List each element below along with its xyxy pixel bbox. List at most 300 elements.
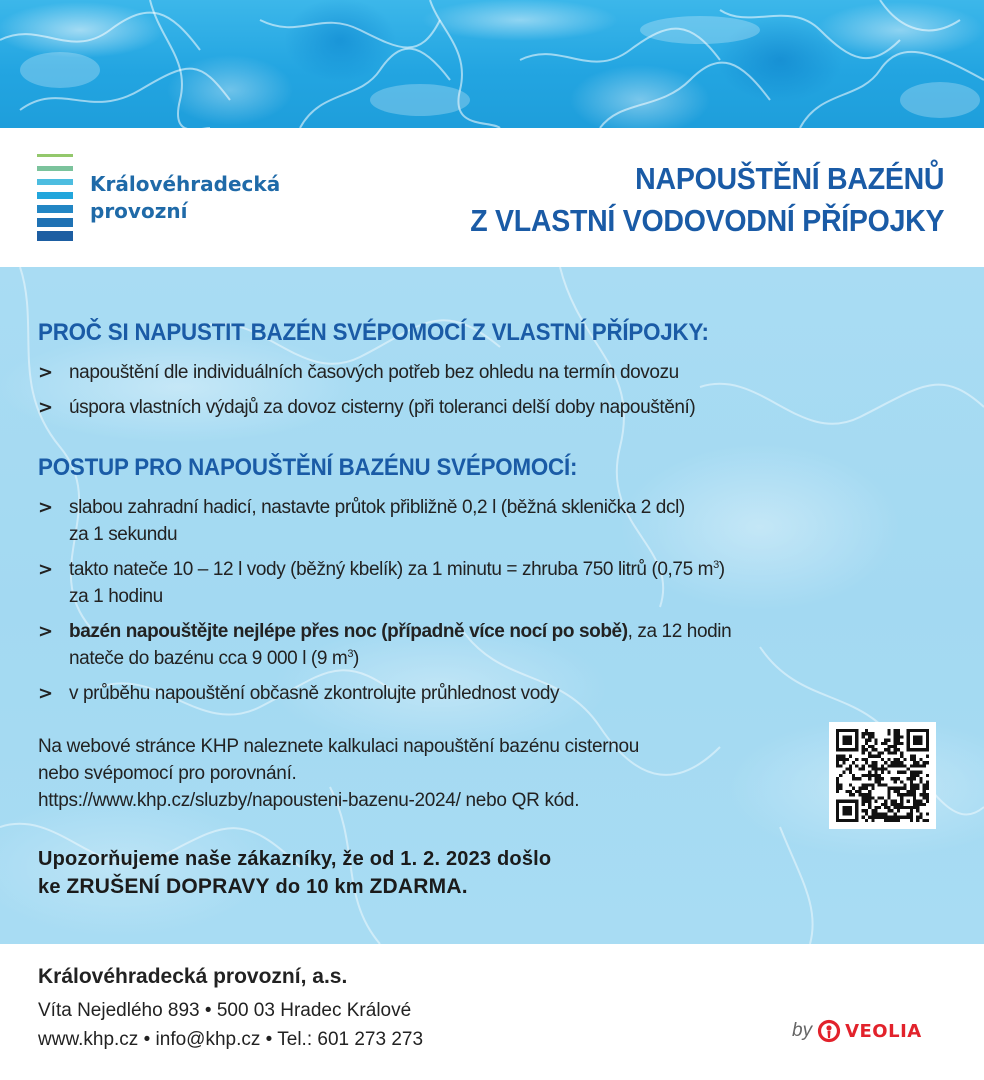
qr-module bbox=[874, 739, 877, 742]
qr-module bbox=[865, 748, 868, 751]
bullet-text-line-2: za 1 sekundu bbox=[69, 524, 178, 545]
qr-module bbox=[910, 816, 913, 819]
qr-module bbox=[923, 764, 926, 767]
qr-module bbox=[862, 793, 865, 796]
title-line-2: Z VLASTNÍ VODOVODNÍ PŘÍPOJKY bbox=[469, 203, 944, 238]
qr-module bbox=[884, 761, 887, 764]
qr-module bbox=[884, 803, 887, 806]
qr-module bbox=[926, 812, 929, 815]
qr-module bbox=[897, 816, 900, 819]
qr-module bbox=[871, 774, 874, 777]
company-logo[interactable] bbox=[37, 154, 337, 244]
qr-module bbox=[907, 777, 910, 780]
qr-module bbox=[894, 735, 897, 738]
qr-module bbox=[865, 793, 868, 796]
qr-module bbox=[878, 780, 881, 783]
qr-module bbox=[878, 774, 881, 777]
qr-module bbox=[894, 816, 897, 819]
page-title bbox=[470, 158, 944, 242]
qr-module bbox=[846, 790, 849, 793]
procedure-list bbox=[38, 494, 731, 715]
qr-module bbox=[916, 784, 919, 787]
qr-module bbox=[868, 806, 871, 809]
qr-module bbox=[871, 787, 874, 790]
qr-module bbox=[842, 758, 845, 761]
qr-module bbox=[923, 784, 926, 787]
qr-module bbox=[865, 739, 868, 742]
veolia-emblem-icon bbox=[817, 1019, 841, 1043]
qr-module bbox=[913, 771, 916, 774]
qr-module bbox=[894, 812, 897, 815]
qr-module bbox=[881, 764, 884, 767]
qr-module bbox=[871, 764, 874, 767]
qr-module bbox=[881, 751, 884, 754]
qr-module bbox=[871, 767, 874, 770]
info-line-1: Na webové stránce KHP naleznete kalkulaci napouštění bazénu cisternou bbox=[38, 736, 640, 757]
qr-module bbox=[916, 764, 919, 767]
bullet-text-close: ) bbox=[353, 648, 359, 669]
qr-module bbox=[858, 787, 861, 790]
calculator-link[interactable]: https://www.khp.cz/sluzby/napousteni-bazenu-2024/ bbox=[38, 790, 461, 811]
qr-module bbox=[871, 796, 874, 799]
bullet-text-line-2: za 1 hodinu bbox=[69, 586, 163, 607]
partner-by-label: by bbox=[792, 1020, 813, 1041]
qr-module bbox=[916, 809, 919, 812]
qr-code[interactable] bbox=[829, 722, 936, 829]
qr-module bbox=[887, 758, 890, 761]
veolia-logo[interactable] bbox=[792, 1016, 922, 1046]
qr-module bbox=[862, 800, 865, 803]
qr-module bbox=[884, 742, 887, 745]
qr-module bbox=[897, 742, 900, 745]
qr-module bbox=[923, 793, 926, 796]
logo-bar bbox=[37, 166, 73, 171]
notice-line-1: Upozorňujeme naše zákazníky, že od 1. 2. 2023 došlo bbox=[38, 848, 552, 870]
qr-module bbox=[862, 816, 865, 819]
qr-module bbox=[919, 777, 922, 780]
qr-module bbox=[894, 732, 897, 735]
qr-module bbox=[862, 796, 865, 799]
qr-module bbox=[878, 751, 881, 754]
qr-module bbox=[865, 761, 868, 764]
qr-module bbox=[897, 819, 900, 822]
qr-module bbox=[849, 771, 852, 774]
qr-module bbox=[849, 793, 852, 796]
superscript: 3 bbox=[713, 559, 719, 571]
qr-module bbox=[894, 806, 897, 809]
qr-module bbox=[897, 809, 900, 812]
water-caustics bbox=[0, 0, 984, 128]
qr-module bbox=[871, 732, 874, 735]
qr-module bbox=[868, 755, 871, 758]
qr-module bbox=[919, 812, 922, 815]
qr-module bbox=[891, 816, 894, 819]
qr-module bbox=[836, 780, 839, 783]
qr-module bbox=[897, 739, 900, 742]
qr-module bbox=[894, 819, 897, 822]
qr-module bbox=[913, 777, 916, 780]
bullet-text: v průběhu napouštění občasně zkontrolujte průhlednost vody bbox=[69, 683, 560, 704]
qr-module bbox=[897, 732, 900, 735]
info-url-suffix: nebo QR kód. bbox=[460, 790, 580, 811]
qr-module bbox=[852, 787, 855, 790]
qr-module bbox=[852, 761, 855, 764]
qr-module bbox=[887, 745, 890, 748]
qr-module bbox=[910, 777, 913, 780]
qr-module bbox=[910, 812, 913, 815]
qr-module bbox=[852, 793, 855, 796]
qr-module bbox=[910, 784, 913, 787]
qr-module bbox=[871, 748, 874, 751]
notice-paragraph bbox=[38, 845, 551, 901]
qr-module bbox=[836, 777, 839, 780]
qr-module bbox=[887, 790, 890, 793]
qr-module bbox=[887, 819, 890, 822]
qr-module bbox=[897, 771, 900, 774]
phone-number: Tel.: 601 273 273 bbox=[277, 1029, 424, 1050]
qr-module bbox=[897, 803, 900, 806]
logo-bar bbox=[37, 218, 73, 227]
qr-module bbox=[903, 816, 906, 819]
qr-module bbox=[919, 803, 922, 806]
qr-module bbox=[907, 812, 910, 815]
qr-module bbox=[894, 748, 897, 751]
qr-module bbox=[891, 764, 894, 767]
section-heading-procedure: POSTUP PRO NAPOUŠTĚNÍ BAZÉNU SVÉPOMOCÍ: bbox=[38, 454, 578, 481]
qr-module bbox=[919, 764, 922, 767]
qr-module bbox=[894, 800, 897, 803]
qr-module bbox=[900, 761, 903, 764]
qr-module bbox=[891, 809, 894, 812]
qr-module bbox=[868, 774, 871, 777]
qr-module bbox=[862, 745, 865, 748]
qr-module bbox=[894, 742, 897, 745]
qr-module bbox=[923, 819, 926, 822]
qr-module bbox=[868, 793, 871, 796]
qr-module bbox=[913, 761, 916, 764]
qr-module bbox=[910, 771, 913, 774]
qr-module bbox=[836, 755, 839, 758]
notice-text: ke bbox=[38, 876, 67, 898]
qr-module bbox=[865, 732, 868, 735]
qr-module bbox=[868, 803, 871, 806]
qr-module bbox=[878, 777, 881, 780]
qr-module bbox=[846, 767, 849, 770]
qr-module bbox=[852, 777, 855, 780]
qr-module bbox=[926, 787, 929, 790]
qr-module bbox=[887, 751, 890, 754]
qr-module bbox=[862, 758, 865, 761]
qr-module bbox=[874, 809, 877, 812]
qr-module bbox=[881, 767, 884, 770]
qr-module bbox=[897, 787, 900, 790]
qr-module bbox=[913, 735, 923, 745]
qr-module bbox=[862, 735, 865, 738]
qr-module bbox=[887, 771, 890, 774]
qr-module bbox=[865, 729, 868, 732]
qr-module bbox=[868, 816, 871, 819]
qr-module bbox=[894, 751, 897, 754]
qr-module bbox=[868, 735, 871, 738]
bullet-text-line-1: , za 12 hodin bbox=[627, 621, 732, 642]
qr-module bbox=[913, 784, 916, 787]
qr-module bbox=[862, 751, 865, 754]
qr-module bbox=[842, 735, 852, 745]
qr-module bbox=[891, 745, 894, 748]
qr-module bbox=[913, 787, 916, 790]
qr-module bbox=[903, 764, 906, 767]
logo-bar bbox=[37, 192, 73, 199]
company-name: Královéhradecká provozní, a.s. bbox=[38, 965, 348, 988]
qr-module bbox=[874, 748, 877, 751]
qr-module bbox=[926, 800, 929, 803]
qr-module bbox=[916, 761, 919, 764]
chevron-right-icon: > bbox=[38, 397, 53, 418]
qr-module bbox=[868, 784, 871, 787]
list-item bbox=[38, 618, 731, 672]
qr-module bbox=[919, 800, 922, 803]
qr-module bbox=[874, 764, 877, 767]
qr-module bbox=[916, 803, 919, 806]
qr-module bbox=[862, 764, 865, 767]
qr-module bbox=[868, 771, 871, 774]
qr-module bbox=[836, 761, 839, 764]
qr-module bbox=[839, 774, 842, 777]
info-paragraph bbox=[38, 733, 639, 814]
qr-module bbox=[874, 806, 877, 809]
qr-module bbox=[884, 816, 887, 819]
qr-module bbox=[897, 764, 900, 767]
qr-module bbox=[913, 755, 916, 758]
qr-module bbox=[891, 803, 894, 806]
separator: • bbox=[260, 1029, 278, 1050]
qr-module bbox=[897, 761, 900, 764]
qr-module bbox=[900, 816, 903, 819]
qr-module bbox=[855, 790, 858, 793]
qr-module bbox=[926, 774, 929, 777]
qr-module bbox=[881, 771, 884, 774]
qr-module bbox=[868, 777, 871, 780]
website-link[interactable]: www.khp.cz bbox=[38, 1029, 139, 1050]
qr-module bbox=[887, 806, 890, 809]
qr-module bbox=[894, 777, 897, 780]
qr-module bbox=[926, 780, 929, 783]
qr-module bbox=[897, 793, 900, 796]
partner-name: VEOLIA bbox=[845, 1020, 922, 1042]
content-area bbox=[0, 267, 984, 944]
qr-module bbox=[884, 748, 887, 751]
qr-module bbox=[855, 777, 858, 780]
qr-module bbox=[865, 800, 868, 803]
qr-module bbox=[916, 819, 919, 822]
chevron-right-icon: > bbox=[38, 362, 53, 383]
qr-module bbox=[916, 771, 919, 774]
qr-module bbox=[858, 777, 861, 780]
chevron-right-icon: > bbox=[38, 497, 53, 518]
qr-module bbox=[897, 758, 900, 761]
qr-module bbox=[839, 764, 842, 767]
qr-module bbox=[900, 742, 903, 745]
bullet-text-close: ) bbox=[718, 559, 725, 580]
qr-module bbox=[839, 784, 842, 787]
qr-module bbox=[852, 774, 855, 777]
qr-module bbox=[903, 787, 906, 790]
qr-module bbox=[839, 758, 842, 761]
qr-module bbox=[913, 774, 916, 777]
qr-module bbox=[913, 764, 916, 767]
qr-module bbox=[858, 767, 861, 770]
qr-module bbox=[887, 748, 890, 751]
qr-module bbox=[849, 764, 852, 767]
title-line-1: NAPOUŠTĚNÍ BAZÉNŮ bbox=[634, 161, 944, 196]
logo-bar bbox=[37, 154, 73, 157]
email-link[interactable]: info@khp.cz bbox=[155, 1029, 261, 1050]
qr-module bbox=[923, 803, 926, 806]
qr-module bbox=[871, 755, 874, 758]
qr-module bbox=[868, 764, 871, 767]
qr-module bbox=[903, 771, 906, 774]
qr-module bbox=[836, 784, 839, 787]
header-band bbox=[0, 128, 984, 267]
qr-module bbox=[891, 787, 894, 790]
qr-module bbox=[871, 784, 874, 787]
company-contacts bbox=[38, 1029, 423, 1051]
why-list bbox=[38, 359, 695, 429]
bullet-text-line-1: takto nateče 10 – 12 l vody (běžný kbelík) za 1 minutu = zhruba 750 litrů (0,75 m bbox=[69, 559, 714, 580]
bullet-text: napouštění dle individuálních časových potřeb bez ohledu na termín dovozu bbox=[69, 362, 679, 383]
qr-module bbox=[894, 790, 897, 793]
qr-module bbox=[865, 758, 868, 761]
footer bbox=[0, 944, 984, 1080]
qr-module bbox=[865, 812, 868, 815]
qr-module bbox=[855, 764, 858, 767]
info-line-3 bbox=[38, 787, 639, 814]
qr-module bbox=[894, 739, 897, 742]
qr-module bbox=[855, 758, 858, 761]
qr-module bbox=[926, 819, 929, 822]
qr-module bbox=[900, 780, 903, 783]
qr-module bbox=[874, 780, 877, 783]
qr-module bbox=[865, 809, 868, 812]
qr-module bbox=[874, 774, 877, 777]
qr-module bbox=[916, 806, 919, 809]
logo-line-1: Královéhradecká bbox=[90, 172, 281, 196]
qr-module bbox=[916, 787, 919, 790]
qr-module bbox=[887, 739, 890, 742]
superscript: 3 bbox=[347, 648, 354, 660]
qr-module bbox=[894, 745, 897, 748]
qr-module bbox=[887, 732, 890, 735]
qr-module bbox=[897, 729, 900, 732]
qr-module bbox=[919, 816, 922, 819]
list-item bbox=[38, 359, 695, 386]
qr-module bbox=[842, 806, 852, 816]
qr-module bbox=[910, 819, 913, 822]
qr-module bbox=[871, 809, 874, 812]
section-heading-why: PROČ SI NAPUSTIT BAZÉN SVÉPOMOCÍ Z VLASTNÍ PŘÍPOJKY: bbox=[38, 319, 709, 346]
qr-module bbox=[923, 790, 926, 793]
qr-module bbox=[868, 751, 871, 754]
bullet-text: úspora vlastních výdajů za dovoz cisterny (při toleranci delší doby napouštění) bbox=[69, 397, 696, 418]
qr-module bbox=[894, 764, 897, 767]
qr-module bbox=[874, 816, 877, 819]
qr-module bbox=[868, 800, 871, 803]
bullet-emphasis: bazén napouštějte nejlépe přes noc (případně více nocí po sobě) bbox=[69, 621, 628, 642]
bullet-text-line-1: slabou zahradní hadicí, nastavte průtok přibližně 0,2 l (běžná sklenička 2 dcl) bbox=[69, 497, 685, 518]
qr-module bbox=[923, 796, 926, 799]
qr-module bbox=[862, 732, 865, 735]
qr-module bbox=[858, 793, 861, 796]
notice-line-2 bbox=[38, 873, 551, 901]
qr-module bbox=[871, 816, 874, 819]
qr-module bbox=[923, 787, 926, 790]
qr-module bbox=[900, 755, 903, 758]
chevron-right-icon: > bbox=[38, 621, 53, 642]
qr-module bbox=[868, 796, 871, 799]
qr-module bbox=[913, 758, 916, 761]
qr-module bbox=[871, 819, 874, 822]
qr-module bbox=[910, 780, 913, 783]
qr-module bbox=[881, 803, 884, 806]
qr-module bbox=[891, 819, 894, 822]
qr-module bbox=[919, 758, 922, 761]
chevron-right-icon: > bbox=[38, 683, 53, 704]
qr-module bbox=[862, 787, 865, 790]
qr-module bbox=[887, 764, 890, 767]
qr-module bbox=[836, 758, 839, 761]
qr-module bbox=[862, 784, 865, 787]
qr-module bbox=[897, 806, 900, 809]
qr-module bbox=[887, 729, 890, 732]
qr-module bbox=[887, 816, 890, 819]
qr-module bbox=[916, 774, 919, 777]
qr-module bbox=[865, 787, 868, 790]
qr-module bbox=[839, 787, 842, 790]
qr-module bbox=[865, 742, 868, 745]
qr-module bbox=[916, 800, 919, 803]
chevron-right-icon: > bbox=[38, 559, 53, 580]
qr-module bbox=[884, 812, 887, 815]
qr-module bbox=[897, 748, 900, 751]
qr-module bbox=[878, 784, 881, 787]
qr-module bbox=[897, 735, 900, 738]
qr-module bbox=[919, 780, 922, 783]
notice-text: do 10 km bbox=[269, 876, 370, 898]
qr-module bbox=[903, 758, 906, 761]
qr-module bbox=[874, 777, 877, 780]
qr-module bbox=[891, 761, 894, 764]
qr-module bbox=[907, 790, 910, 793]
qr-module bbox=[887, 793, 890, 796]
qr-module bbox=[884, 767, 887, 770]
qr-module bbox=[891, 751, 894, 754]
qr-module bbox=[910, 764, 913, 767]
qr-module bbox=[894, 758, 897, 761]
qr-module bbox=[894, 803, 897, 806]
qr-module bbox=[926, 796, 929, 799]
qr-module bbox=[910, 774, 913, 777]
qr-module bbox=[839, 755, 842, 758]
qr-module bbox=[897, 790, 900, 793]
qr-module bbox=[913, 790, 916, 793]
qr-module bbox=[874, 800, 877, 803]
qr-module bbox=[910, 809, 913, 812]
qr-module bbox=[874, 812, 877, 815]
qr-module bbox=[849, 784, 852, 787]
qr-module bbox=[862, 748, 865, 751]
qr-module bbox=[868, 739, 871, 742]
qr-module bbox=[868, 745, 871, 748]
